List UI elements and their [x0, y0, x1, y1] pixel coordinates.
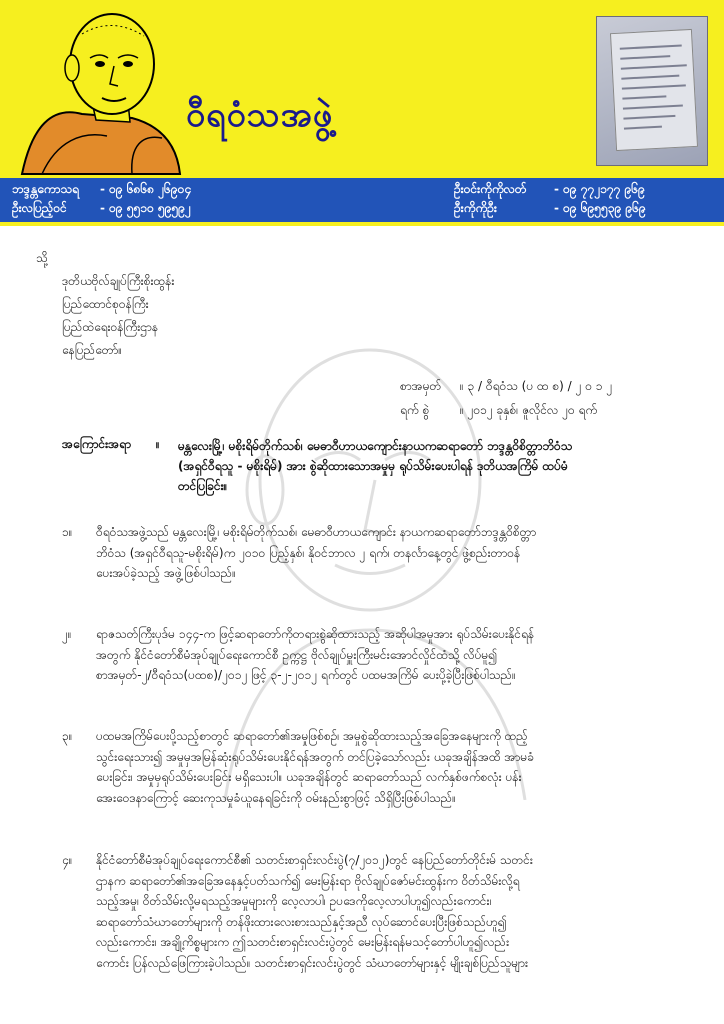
contact-bar [0, 178, 724, 222]
ref-date-value: ။ ၂၀၁၂ ခုနှစ်၊ ဇူလိုင်လ ၂၀ ရက် [460, 403, 598, 417]
paragraph-line: သည့်အမှု၊ ဝိတ်သိမ်းလို့မရသည့်အမှုများကို လေ့လာပါ၊ ဥပဒေကိုလေ့လာပါဟူ၍လည်းကောင်း၊ [96, 894, 492, 908]
organization-name: ဝီရဝံသအဖွဲ့ [186, 95, 334, 135]
paragraph-body [96, 624, 700, 686]
recipient-line: နေပြည်တော်။ [62, 343, 122, 357]
paragraph-body [96, 522, 700, 584]
ref-date-label: ရက် စွဲ [400, 403, 430, 417]
paragraph-line: သွင်းရေးသား၍ အမှုမှအမြန်ဆုံးရုပ်သိမ်းပေးနိုင်ရန်အတွက် တင်ပြခဲ့သော်လည်း ယခုအချိန်အထိ အာမခံ [96, 749, 534, 764]
paragraph-line: ရာဇသတ်ကြီးပုဒ်မ ၁၄၄-က ဖြင့်ဆရာတော်ကိုတရားစွဲဆိုထားသည့် အဆိုပါအမှုအား ရုပ်သိမ်းပေးနိုင်ရန် [96, 627, 535, 641]
paragraph-line: ပေးအပ်ခဲ့သည့် အဖွဲ့ဖြစ်ပါသည်။ [96, 566, 236, 580]
ref-number-label: စာအမှတ် [400, 379, 442, 393]
subject-line: မန္တလေးမြို့၊ မစိုးရိမ်တိုက်သစ်၊ မေဓာဝီဟာယကျောင်းနာယကဆရာတော် ဘဒ္ဒန္တဝိစိတ္တာဘိဝံသ [178, 439, 573, 453]
monk-portrait-logo [12, 6, 182, 176]
paragraph-line: ပထမအကြိမ်ပေးပို့သည့်စာတွင် ဆရာတော်၏အမှုဖြစ်စဉ်၊ အမှုစွဲဆိုထားသည့်အခြေအနေများကို ထည့် [96, 729, 528, 743]
paragraph-line: ဌာနက ဆရာတော်၏အခြေအနေနှင့်ပတ်သက်၍ မေးမြန်းရာ ဗိုလ်ချုပ်ဇော်မင်းထွန်းက ဝိတ်သိမ်းလို့ရ [96, 873, 520, 888]
contact-name: ဘဒ္ဒန္တကောသရ [12, 182, 79, 196]
header-divider [0, 222, 724, 226]
contact-name: ဦးဝင်းကိုကိုလတ် [454, 182, 527, 196]
paragraph-line: လည်းကောင်း၊ အချို့ကိစ္စများက ဤသတင်းစာရှင်းလင်းပွဲတွင် မေးမြန်းရန်မသင့်တော်ပါဟူ၍လည်း [96, 935, 510, 949]
photographed-letter [610, 29, 698, 151]
paragraph-line: ကောင်း ပြန်လည်ဖြေကြားခဲ့ပါသည်။ သတင်းစာရှင်းလင်းပွဲတွင် သံဃာတော်များနှင့် မျိုးချစ်ပြည်သူများ [96, 955, 529, 970]
paragraph-number: ၄။ [62, 853, 73, 867]
contact-row [0, 200, 724, 220]
paragraph-line: ဝီရဝံသအဖွဲ့သည် မန္တလေးမြို့၊ မစိုးရိမ်တိုက်သစ်၊ မေဓာဝီဟာယကျောင်း နာယကဆရာတော်ဘဒ္ဒန္တဝိစိတ္တာ [96, 525, 537, 539]
paragraph-line: ဆရာတော်သံဃာတော်များကို တန်ဖိုးထားလေးစားသည်နှင့်အညီ လုပ်ဆောင်ပေးပြီးဖြစ်သည်ဟူ၍ [96, 914, 507, 929]
recipient-line: ပြည်ထောင်စုဝန်ကြီး [62, 297, 149, 311]
paragraph-number: ၂။ [62, 627, 72, 641]
contact-phone: - ၀၉ ၅၅၁၀ ၅၉၅၉၂ [100, 201, 191, 215]
contact-phone: - ၀၉ ၇၇၂၁၇၇ ၉၆၉ [554, 182, 645, 196]
paragraph-number: ၃။ [62, 729, 73, 743]
subject-text [178, 436, 698, 496]
subject-separator: ။ [156, 437, 160, 451]
contact-phone: - ၀၉ ၆၉၅၅၃၉ ၉၆၉ [554, 201, 646, 215]
letterhead-banner [0, 0, 724, 178]
recipient-to: သို့ [36, 251, 48, 265]
paragraph-body [96, 850, 700, 973]
paragraph-line: အေးဝေဒနာကြောင့် ဆေးကုသမှုခံယူနေရခြင်းကို ဝမ်းနည်းစွာဖြင့် သိရှိပြီးဖြစ်ပါသည်။ [96, 790, 456, 805]
subject-line: တင်ပြခြင်း။ [178, 479, 228, 493]
contact-name: ဦးလပြည့်ဝင် [12, 201, 67, 215]
contact-row [0, 181, 724, 201]
ref-number-value: ။ ၃ / ဝီရဝံသ (ပ ထ စ) / ၂ ၀ ၁ ၂ [460, 379, 613, 393]
paragraph-line: စာအမှတ်-၂/ဝီရဝံသ(ပထစ)/၂၀၁၂ ဖြင့် ၃-၂-၂၀၁၂ ရက်တွင် ပထမအကြိမ် ပေးပို့ခဲ့ပြီးဖြစ်ပါသည်။ [96, 668, 516, 682]
subject-label: အကြောင်းအရာ [62, 437, 131, 451]
subject-line: (အရှင်ဝီရသူ - မစိုးရိမ်) အား စွဲဆိုထားသောအမှုမှ ရုပ်သိမ်းပေးပါရန် ဒုတိယအကြိမ် ထပ်မံ [178, 459, 568, 473]
paragraph-line: အတွက် နိုင်ငံတော်စီမံအုပ်ချုပ်ရေးကောင်စီ ဥက္ကဋ္ဌ ဗိုလ်ချုပ်မှူးကြီးမင်းအောင်လှိုင်ထံသို့ လိပ်မူ၍ [96, 647, 498, 662]
contact-name: ဦးကိုကိုဦး [454, 201, 497, 215]
recipient-line: ပြည်ထဲရေးဝန်ကြီးဌာန [62, 320, 159, 334]
contact-phone: - ၀၉ ၆၈၆၈ ၂၆၉၀၄ [100, 182, 192, 196]
paragraph-line: ပေးခြင်း၊ အမှုမှရုပ်သိမ်းပေးခြင်း မရှိသေးပါ။ ယခုအချိန်တွင် ဆရာတော်သည် လက်နှစ်ဖက်စလုံး ပန်း [96, 770, 522, 784]
paragraph-line: ဘိဝံသ (အရှင်ဝီရသူ-မစိုးရိမ်)က ၂၀၁၀ ပြည့်နှစ်၊ နိုဝင်ဘာလ ၂ ရက်၊ တနင်္လာနေ့တွင် ဖွဲ့စည်းတာဝန် [96, 545, 521, 560]
paragraph-line: နိုင်ငံတော်စီမံအုပ်ချုပ်ရေးကောင်စီ၏ သတင်းစာရှင်းလင်းပွဲ(၇/၂၀၁၂)တွင် နေပြည်တော်တိုင်းမ် သတင်း [96, 853, 533, 867]
recipient-line: ဒုတိယဗိုလ်ချုပ်ကြီးစိုးထွန်း [62, 274, 175, 288]
letter-photo-thumbnail [596, 16, 708, 166]
paragraph-body [96, 726, 700, 808]
paragraph-number: ၁။ [62, 525, 73, 539]
